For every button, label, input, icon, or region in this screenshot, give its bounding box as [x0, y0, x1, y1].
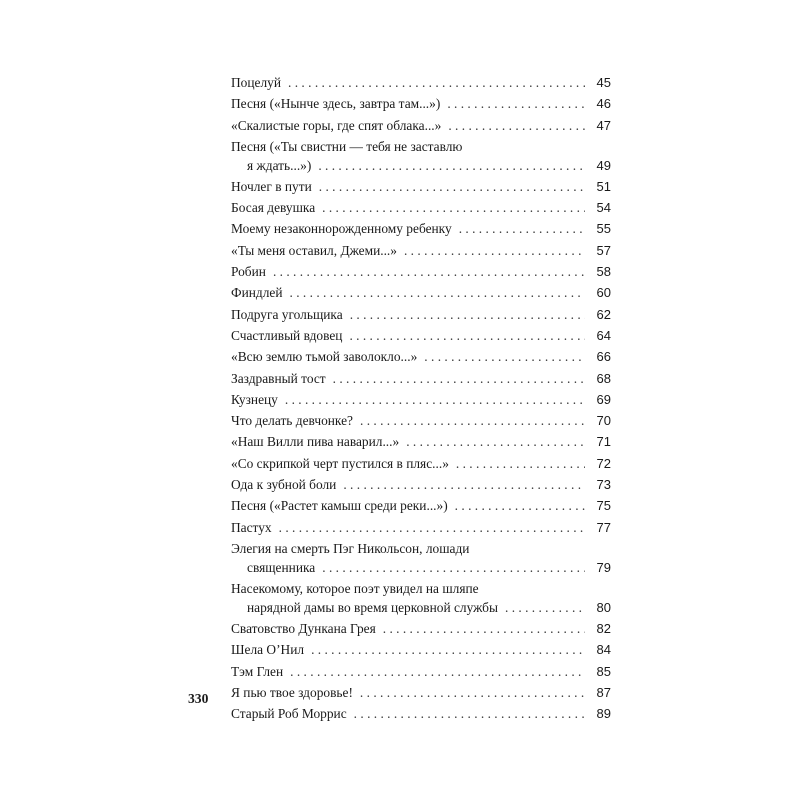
toc-entry: [231, 138, 611, 175]
toc-entry-line: [231, 705, 611, 724]
toc-entry-title: Шела О’Нил: [231, 642, 305, 658]
toc-entry: [231, 95, 611, 114]
toc-entry-line: [231, 348, 611, 367]
toc-entry-title: Насекомому, которое поэт увидел на шляпе: [231, 580, 479, 596]
toc-leader-dots: [360, 684, 585, 703]
toc-leader-dots: [285, 391, 585, 410]
toc-entry-line: [231, 74, 611, 93]
toc-entry: [231, 178, 611, 197]
toc-entry: [231, 242, 611, 261]
toc-entry-title: нарядной дамы во время церковной службы: [247, 599, 498, 615]
toc-entry-page: 47: [596, 117, 611, 133]
toc-entry-line: [231, 497, 611, 516]
toc-entry-line: [231, 95, 611, 114]
toc-entry: [231, 663, 611, 682]
toc-entry: [231, 117, 611, 136]
toc-leader-dots: [290, 663, 585, 682]
toc-leader-dots: [279, 519, 585, 538]
toc-entry-title: Песня («Растет камыш среди реки...»): [231, 498, 448, 514]
toc-entry-title: «Наш Вилли пива наварил...»: [231, 434, 400, 450]
toc-entry: [231, 519, 611, 538]
toc-entry-title: «Всю землю тьмой заволокло...»: [231, 349, 418, 365]
toc-entry-line: [231, 370, 611, 389]
toc-entry-line: [231, 663, 611, 682]
toc-leader-dots: [360, 412, 585, 431]
toc-leader-dots: [273, 263, 585, 282]
toc-entry-title: Ночлег в пути: [231, 178, 312, 194]
toc-leader-dots: [322, 559, 585, 578]
toc-leader-dots: [383, 620, 585, 639]
toc-leader-dots: [322, 199, 585, 218]
toc-entry-title: Что делать девчонке?: [231, 413, 353, 429]
toc-entry-title: «Со скрипкой черт пустился в пляс...»: [231, 455, 449, 471]
toc-entry-line: [231, 433, 611, 452]
toc-leader-dots: [448, 117, 585, 136]
toc-entry-page: 89: [596, 706, 611, 722]
toc-entry-line: [231, 157, 611, 176]
toc-entry-title: Подруга угольщика: [231, 306, 343, 322]
toc-entry-line: [231, 580, 611, 599]
toc-entry-page: 66: [596, 349, 611, 365]
toc-entry-line: [231, 306, 611, 325]
toc-entry: [231, 199, 611, 218]
toc-entry: [231, 580, 611, 617]
toc-entry-page: 85: [596, 663, 611, 679]
toc-entry-line: [231, 199, 611, 218]
toc-entry-line: [231, 559, 611, 578]
toc-entry-title: Элегия на смерть Пэг Никольсон, лошади: [231, 540, 470, 556]
toc-entry: [231, 540, 611, 577]
toc-entry-line: [231, 391, 611, 410]
toc-entry-line: [231, 620, 611, 639]
toc-entry-title: Кузнецу: [231, 391, 278, 407]
toc-entry-line: [231, 641, 611, 660]
toc-entry-title: священника: [247, 559, 316, 575]
toc-leader-dots: [406, 433, 585, 452]
toc-entry: [231, 306, 611, 325]
toc-entry-title: Тэм Глен: [231, 663, 284, 679]
toc-entry: [231, 641, 611, 660]
toc-entry-page: 68: [596, 370, 611, 386]
toc-entry-title: я ждать...»): [247, 157, 312, 173]
toc-entry-page: 64: [596, 327, 611, 343]
toc-entry: [231, 391, 611, 410]
toc-entry-page: 79: [596, 559, 611, 575]
toc-entry: [231, 412, 611, 431]
toc-entry-title: Ода к зубной боли: [231, 477, 337, 493]
toc-entry-page: 60: [596, 285, 611, 301]
toc-entry-title: Робин: [231, 264, 266, 280]
toc-entry-title: Песня («Ты свистни — тебя не заставлю: [231, 138, 463, 154]
toc-entry-line: [231, 684, 611, 703]
toc-entry-line: [231, 178, 611, 197]
page-number: 330: [188, 691, 209, 706]
toc-entry-page: 87: [596, 684, 611, 700]
toc-entry-title: Старый Роб Моррис: [231, 706, 347, 722]
toc-entry-title: Песня («Нынче здесь, завтра там...»): [231, 96, 441, 112]
toc-entry-line: [231, 412, 611, 431]
toc-entry-line: [231, 220, 611, 239]
toc-entry-page: 71: [596, 434, 611, 450]
toc-entry-title: Моему незаконнорожденному ребенку: [231, 221, 452, 237]
toc-entry-line: [231, 263, 611, 282]
toc-entry-page: 51: [596, 178, 611, 194]
toc-entry: [231, 220, 611, 239]
toc-entry-line: [231, 117, 611, 136]
toc-leader-dots: [290, 284, 585, 303]
toc-entry-page: 69: [596, 391, 611, 407]
toc-entry-line: [231, 476, 611, 495]
toc-entry-title: Поцелуй: [231, 75, 282, 90]
toc-leader-dots: [318, 157, 585, 176]
toc-leader-dots: [404, 242, 585, 261]
toc-entry-line: [231, 242, 611, 261]
toc-leader-dots: [288, 74, 585, 93]
toc-entry: [231, 327, 611, 346]
toc-entry-line: [231, 138, 611, 157]
toc-entry-page: 70: [596, 413, 611, 429]
toc-entry-page: 45: [596, 75, 611, 90]
toc-entry-page: 82: [596, 620, 611, 636]
toc-entry-title: Пастух: [231, 519, 272, 535]
toc-entry: [231, 497, 611, 516]
toc-entry: [231, 705, 611, 724]
toc-leader-dots: [350, 306, 585, 325]
toc-entry-page: 55: [596, 221, 611, 237]
toc-entry: [231, 455, 611, 474]
toc-leader-dots: [424, 348, 585, 367]
toc-entry-page: 54: [596, 200, 611, 216]
toc-entry-title: Заздравный тост: [231, 370, 326, 386]
toc-leader-dots: [459, 220, 585, 239]
toc-entry-page: 49: [596, 157, 611, 173]
toc-entry: [231, 684, 611, 703]
toc-entry-title: Босая девушка: [231, 200, 316, 216]
toc-leader-dots: [505, 599, 585, 618]
toc-entry-page: 80: [596, 599, 611, 615]
toc-entry-page: 75: [596, 498, 611, 514]
toc-entry-title: Сватовство Дункана Грея: [231, 620, 376, 636]
toc-entry-line: [231, 327, 611, 346]
toc-entry-title: Финдлей: [231, 285, 283, 301]
toc-entry-page: 62: [596, 306, 611, 322]
toc-entry-page: 58: [596, 264, 611, 280]
toc-leader-dots: [343, 476, 585, 495]
toc-leader-dots: [311, 641, 585, 660]
table-of-contents: [231, 74, 611, 726]
toc-leader-dots: [456, 455, 585, 474]
toc-leader-dots: [455, 497, 585, 516]
toc-leader-dots: [319, 178, 585, 197]
toc-leader-dots: [354, 705, 585, 724]
toc-entry: [231, 284, 611, 303]
toc-entry-page: 73: [596, 477, 611, 493]
toc-entry-title: «Ты меня оставил, Джеми...»: [231, 242, 397, 258]
toc-entry: [231, 74, 611, 93]
toc-entry: [231, 433, 611, 452]
toc-entry-line: [231, 599, 611, 618]
toc-entry: [231, 263, 611, 282]
toc-leader-dots: [447, 95, 585, 114]
toc-entry-page: 57: [596, 242, 611, 258]
toc-entry: [231, 370, 611, 389]
toc-leader-dots: [333, 370, 585, 389]
toc-entry-page: 72: [596, 455, 611, 471]
toc-entry-page: 77: [596, 519, 611, 535]
toc-entry: [231, 348, 611, 367]
toc-entry-line: [231, 284, 611, 303]
toc-entry-page: 46: [596, 96, 611, 112]
toc-entry-line: [231, 540, 611, 559]
toc-entry-title: Счастливый вдовец: [231, 327, 343, 343]
toc-entry-title: Я пью твое здоровье!: [231, 684, 353, 700]
toc-entry-line: [231, 519, 611, 538]
toc-entry-title: «Скалистые горы, где спят облака...»: [231, 117, 442, 133]
toc-entry: [231, 620, 611, 639]
toc-entry: [231, 476, 611, 495]
toc-leader-dots: [349, 327, 585, 346]
toc-entry-page: 84: [596, 642, 611, 658]
toc-entry-line: [231, 455, 611, 474]
